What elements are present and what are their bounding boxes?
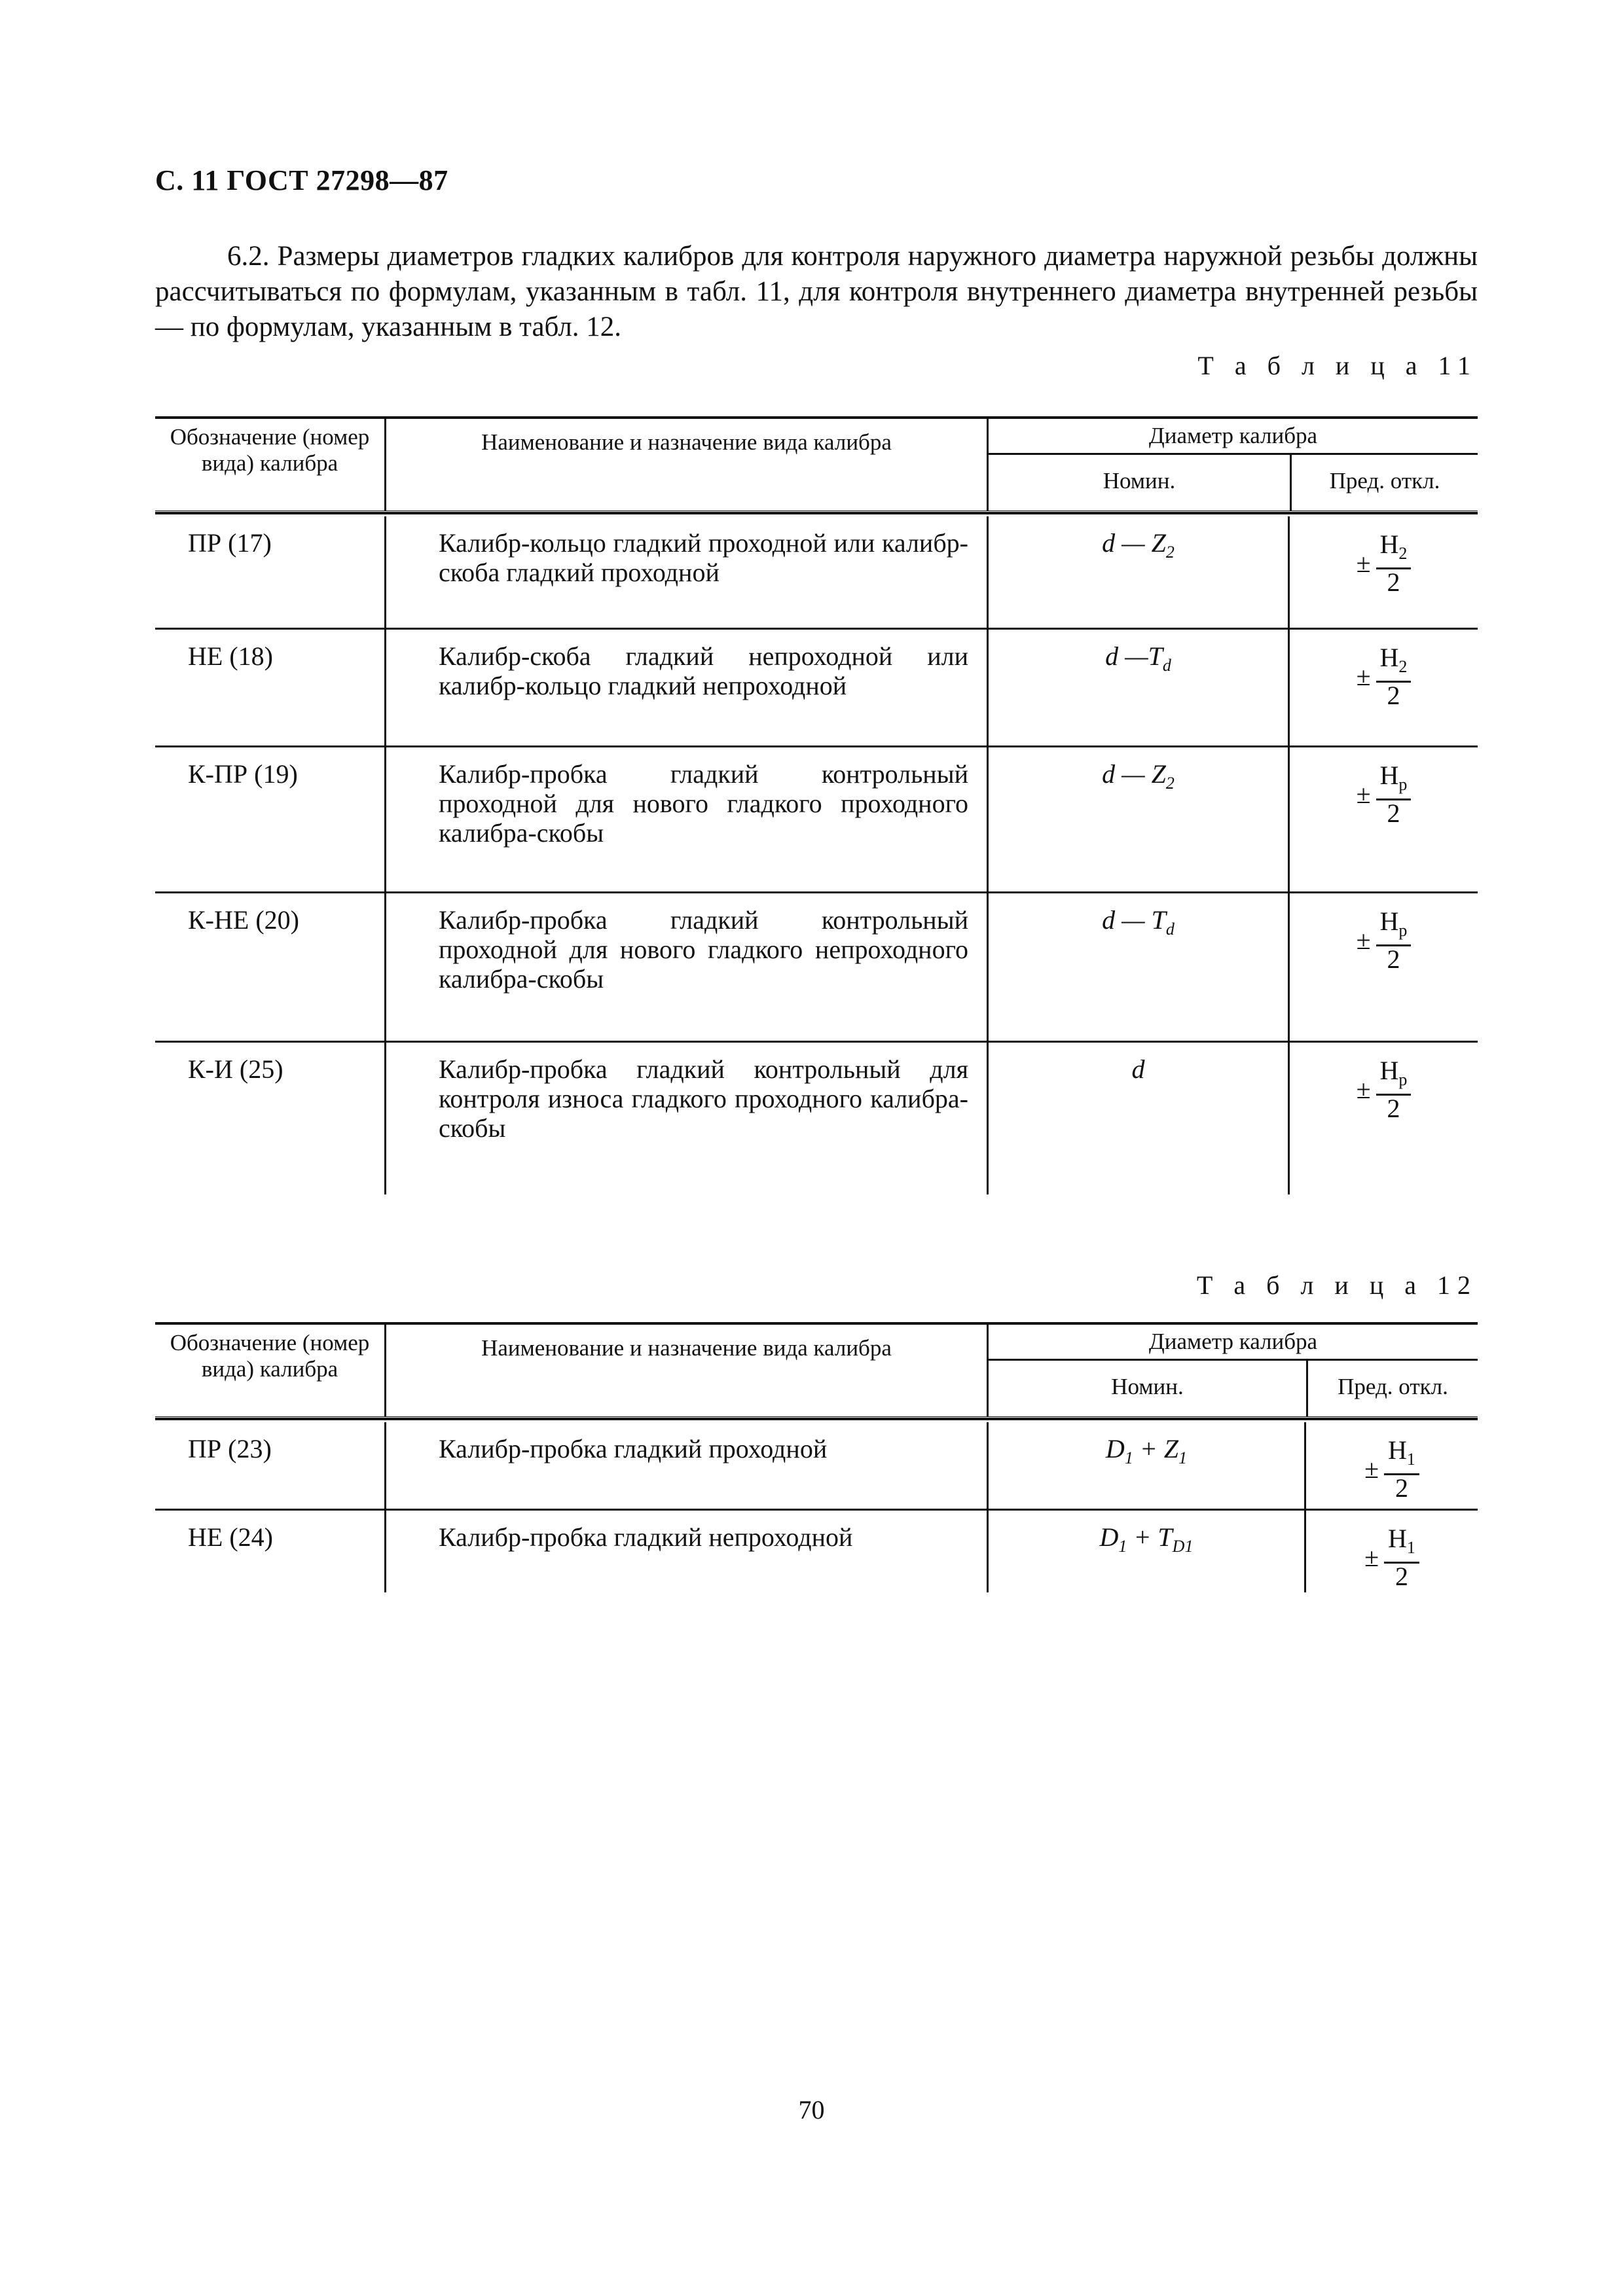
row-nominal: $D_1 + Z_1$	[987, 1422, 1304, 1509]
row-deviation: ± $\frac{H_p}{2}$	[1288, 1043, 1478, 1194]
table-row	[155, 891, 1478, 1041]
row-deviation: ± $\frac{H_1}{2}$	[1304, 1422, 1478, 1509]
table-row	[155, 516, 1478, 628]
row-name: Калибр-пробка гладкий контрольный для контроля износа гладкого проходного калибра-скобы	[384, 1043, 987, 1194]
row-code: ПР (23)	[188, 1434, 272, 1463]
row-code: НЕ (18)	[188, 641, 273, 671]
paragraph-text: 6.2. Размеры диаметров гладких калибров для контроля наружного диаметра наружной резьбы должны рассчитываться по формулам, указанным в табл. 11, для контроля внутреннего диаметра внутренней резьбы — по формулам, указанным в табл. 12.	[155, 241, 1478, 342]
header-nominal: Номин.	[1103, 468, 1176, 493]
page-number: 70	[798, 2095, 825, 2125]
row-nominal: $D_1 + T_{D1}$	[987, 1511, 1304, 1592]
header-deviation: Пред. откл.	[1306, 1361, 1478, 1416]
row-nominal: d — $Z_2$	[987, 516, 1288, 628]
header-designation: Обозначение (номер вида) калибра	[170, 1330, 370, 1382]
table-row	[155, 628, 1478, 745]
header-diameter: Диаметр калибра	[989, 1325, 1478, 1361]
header-name: Наименование и назначение вида калибра	[384, 1325, 987, 1416]
row-deviation: ± $\frac{H_2}{2}$	[1288, 516, 1478, 628]
row-code: К-НЕ (20)	[188, 905, 299, 935]
row-nominal: d — $Z_2$	[987, 747, 1288, 891]
table-header	[155, 419, 1478, 511]
row-nominal: d — $T_d$	[987, 893, 1288, 1041]
header-nominal: Номин.	[1111, 1374, 1184, 1399]
row-name: Калибр-кольцо гладкий проходной или калибр-скоба гладкий проходной	[384, 516, 987, 628]
row-name: Калибр-пробка гладкий контрольный проходной для нового гладкого непроходного калибра-скобы	[384, 893, 987, 1041]
table-11	[155, 416, 1478, 1194]
header-diameter-group	[987, 1325, 1478, 1416]
row-deviation: ± $\frac{H_p}{2}$	[1288, 893, 1478, 1041]
table-row	[155, 1509, 1478, 1592]
row-code: ПР (17)	[188, 528, 272, 558]
row-nominal: d $—T_d$	[987, 630, 1288, 745]
page-header: С. 11 ГОСТ 27298—87	[155, 164, 448, 196]
header-designation: Обозначение (номер вида) калибра	[170, 424, 370, 476]
table-row	[155, 745, 1478, 891]
table-12	[155, 1322, 1478, 1592]
row-code: К-И (25)	[188, 1054, 283, 1084]
row-name: Калибр-скоба гладкий непроходной или калибр-кольцо гладкий непроходной	[384, 630, 987, 745]
row-nominal: d	[987, 1043, 1288, 1194]
table-row	[155, 1422, 1478, 1509]
row-code: НЕ (24)	[188, 1522, 273, 1552]
table-11-caption: Т а б л и ц а 11	[1197, 351, 1478, 380]
table-12-caption: Т а б л и ц а 12	[1196, 1270, 1478, 1300]
row-name: Калибр-пробка гладкий проходной	[384, 1422, 987, 1509]
header-name: Наименование и назначение вида калибра	[384, 419, 987, 511]
row-name: Калибр-пробка гладкий непроходной	[384, 1511, 987, 1592]
row-name: Калибр-пробка гладкий контрольный проходной для нового гладкого проходного калибра-скобы	[384, 747, 987, 891]
row-deviation: ± $\frac{H_p}{2}$	[1288, 747, 1478, 891]
body-paragraph	[155, 239, 1478, 345]
row-deviation: ± $\frac{H_2}{2}$	[1288, 630, 1478, 745]
row-deviation: ± $\frac{H_1}{2}$	[1304, 1511, 1478, 1592]
header-diameter-group	[987, 419, 1478, 511]
header-diameter: Диаметр калибра	[989, 419, 1478, 455]
table-header	[155, 1325, 1478, 1416]
row-code: К-ПР (19)	[188, 759, 298, 789]
header-deviation: Пред. откл.	[1290, 455, 1478, 511]
table-row	[155, 1041, 1478, 1194]
